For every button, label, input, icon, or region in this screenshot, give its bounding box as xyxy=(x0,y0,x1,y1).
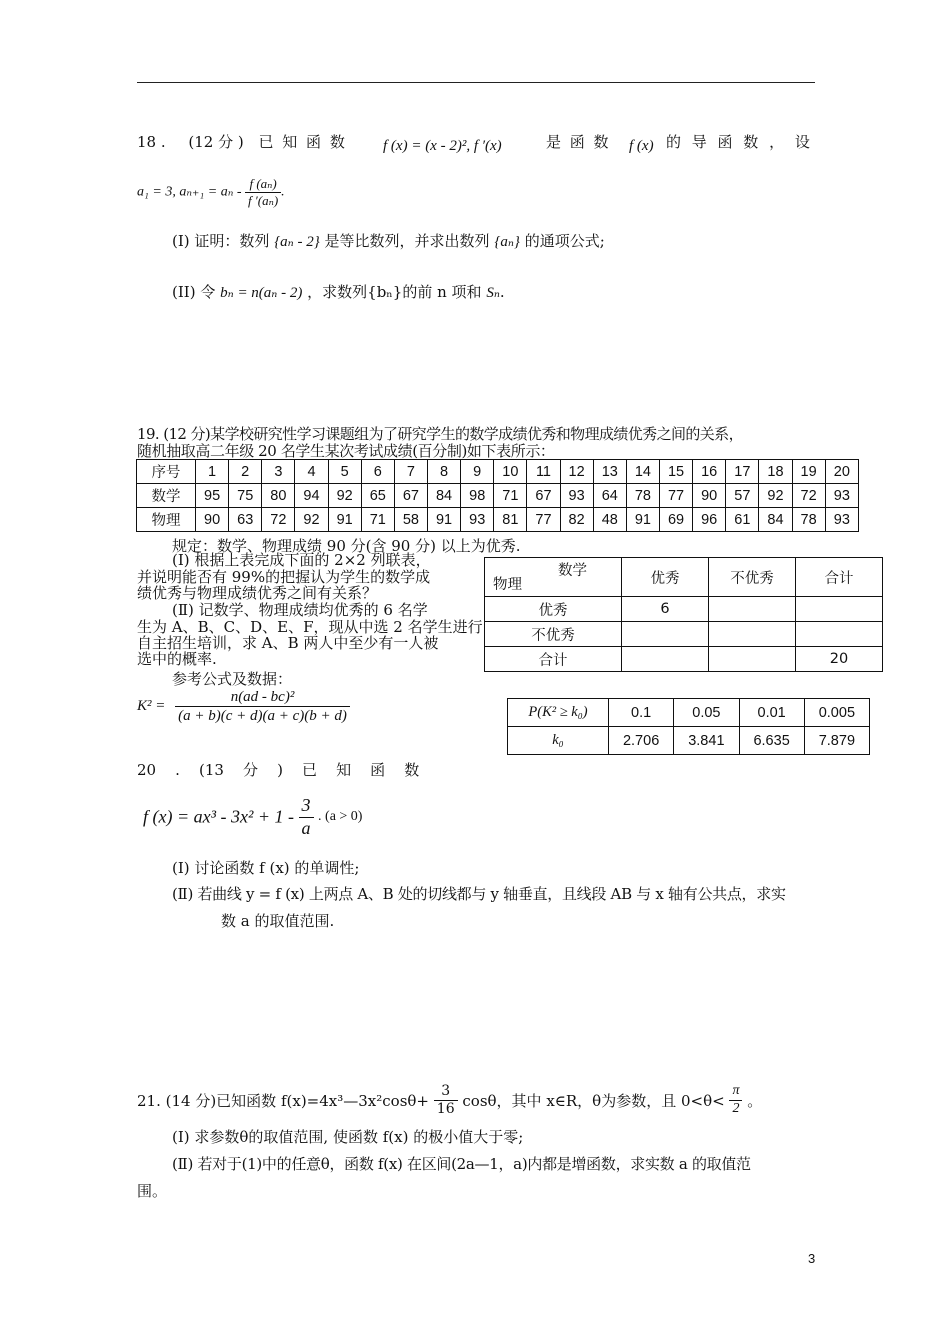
table-cell: 69 xyxy=(659,508,692,532)
table-cell: 93 xyxy=(825,508,858,532)
table-cell: 63 xyxy=(229,508,262,532)
table-cell: 91 xyxy=(328,508,361,532)
table-cell: 8 xyxy=(427,460,460,484)
table-cell: 71 xyxy=(494,484,527,508)
q18-text-mid: 是 函 数 xyxy=(546,133,611,151)
q18-frac-den: f ′(aₙ) xyxy=(248,192,279,208)
table-cell: 67 xyxy=(527,484,560,508)
table-cell: 15 xyxy=(659,460,692,484)
table-cell: 12 xyxy=(560,460,593,484)
k2-formula: K² = $\frac{\text{n(ad - bc)²}}{(a + b)(c + d)(a + c)(b + d)}$ xyxy=(137,688,350,725)
table-cell: 78 xyxy=(626,484,659,508)
q19-line2: 随机抽取高二年级 20 名学生某次考试成绩(百分制)如下表所示： xyxy=(137,442,555,460)
q19-part2-cont: 生为 A、B、C、D、E、F，现从中选 2 名学生进行 自主招生培训，求 A、B 两人中至少有一人被 选中的概率. xyxy=(137,618,483,668)
q19-rule: 规定：数学、物理成绩 90 分(含 90 分) 以上为优秀. xyxy=(172,537,521,555)
table-cell: 7 xyxy=(394,460,427,484)
q20-part1: (Ⅰ) 讨论函数 f (x) 的单调性; xyxy=(172,859,360,877)
q19-line1: 19. (12 分)某学校研究性学习课题组为了研究学生的数学成绩优秀和物理成绩优秀之间的关系， xyxy=(137,425,743,443)
q18-frac-num: f (aₙ) xyxy=(245,176,281,193)
table-cell: 96 xyxy=(693,508,726,532)
table-cell: 20 xyxy=(825,460,858,484)
corner-cell: 数学 物理 xyxy=(485,558,622,597)
table-row: 合计 20 xyxy=(485,647,883,672)
header-not-excellent: 不优秀 xyxy=(709,558,796,597)
table-cell: 92 xyxy=(328,484,361,508)
contingency-table xyxy=(484,557,883,672)
table-cell: 90 xyxy=(693,484,726,508)
table-cell: 67 xyxy=(394,484,427,508)
table-row xyxy=(137,460,859,484)
table-row xyxy=(137,484,859,508)
table-cell: 78 xyxy=(792,508,825,532)
table-cell: 4 xyxy=(295,460,328,484)
table-cell: 72 xyxy=(262,508,295,532)
q20-function: f (x) = ax³ - 3x² + 1 - $\frac{3}{a}$ . (a > 0) xyxy=(143,795,363,838)
row-label: 物理 xyxy=(137,508,196,532)
table-cell: 98 xyxy=(461,484,494,508)
table-cell: 58 xyxy=(394,508,427,532)
table-row: P(K² ≥ k₀) 0.1 0.05 0.01 0.005 xyxy=(508,699,870,727)
q20-header: 20 . (13 分 ) 已 知 函 数 xyxy=(137,761,420,779)
table-cell: 9 xyxy=(461,460,494,484)
table-cell: 77 xyxy=(659,484,692,508)
table-cell: 93 xyxy=(560,484,593,508)
table-cell: 93 xyxy=(461,508,494,532)
table-cell: 80 xyxy=(262,484,295,508)
table-cell: 6 xyxy=(361,460,394,484)
table-cell: 95 xyxy=(196,484,229,508)
table-row xyxy=(137,508,859,532)
q18-part1: (I) 证明：数列 {aₙ - 2} 是等比数列，并求出数列 {aₙ} 的通项公式; xyxy=(172,232,605,250)
q21-statement: 21. (14 分)已知函数 f(x)=4x³—3x²cosθ+ $\frac{3}{16}$ cosθ，其中 x∈R，θ为参数，且 0<θ< $\frac{\pi}{2}$ 。 xyxy=(137,1083,763,1117)
table-cell: 75 xyxy=(229,484,262,508)
table-cell: 48 xyxy=(593,508,626,532)
header-excellent: 优秀 xyxy=(622,558,709,597)
table-cell: 2 xyxy=(229,460,262,484)
row-label: 数学 xyxy=(137,484,196,508)
q18-text-tail: 的 导 函 数 ， 设 xyxy=(666,133,813,151)
table-cell: 92 xyxy=(295,508,328,532)
q19-ref-label: 参考公式及数据： xyxy=(172,670,293,688)
table-cell: 71 xyxy=(361,508,394,532)
row-label: 序号 xyxy=(137,460,196,484)
table-cell: 93 xyxy=(825,484,858,508)
table-row: 不优秀 xyxy=(485,622,883,647)
table-cell: 82 xyxy=(560,508,593,532)
table-cell: 14 xyxy=(626,460,659,484)
q18-sequence-def: a₁ = 3, aₙ₊₁ = aₙ - $\frac{\text{f (aₙ)}}{\text{f ′(aₙ)}}$ . xyxy=(137,176,285,208)
table-cell: 16 xyxy=(693,460,726,484)
page-number: 3 xyxy=(808,1251,816,1266)
table-cell: 92 xyxy=(759,484,792,508)
q19-part2: (Ⅱ) 记数学、物理成绩均优秀的 6 名学 xyxy=(172,601,428,619)
table-cell: 3 xyxy=(262,460,295,484)
score-table xyxy=(136,459,859,532)
table-cell: 57 xyxy=(726,484,759,508)
table-row: k₀ 2.706 3.841 6.635 7.879 xyxy=(508,727,870,755)
q20-part2-line2: 数 a 的取值范围. xyxy=(221,912,335,930)
table-cell: 94 xyxy=(295,484,328,508)
q18-part2: (II) 令 bₙ = n(aₙ - 2) ，求数列{bₙ}的前 n 项和 Sₙ. xyxy=(172,283,505,301)
table-cell: 61 xyxy=(726,508,759,532)
critical-value-table xyxy=(507,698,870,755)
table-cell: 10 xyxy=(494,460,527,484)
table-cell: 17 xyxy=(726,460,759,484)
table-cell: 18 xyxy=(759,460,792,484)
q19-part1-cont: 并说明能否有 99%的把握认为学生的数学成 绩优秀与物理成绩优秀之间有关系？ xyxy=(137,568,431,602)
q18-fx: f (x) xyxy=(629,138,654,154)
q21-part2-line1: (Ⅱ) 若对于(1)中的任意θ，函数 f(x) 在区间(2a—1，a)内都是增函数，求实数 a 的取值范 xyxy=(172,1155,751,1173)
q21-part2-line2: 围。 xyxy=(137,1182,168,1200)
table-cell: 72 xyxy=(792,484,825,508)
q18-header: 18 . (12 分 ) 已 知 函 数 xyxy=(137,133,347,151)
table-cell: 90 xyxy=(196,508,229,532)
table-cell: 65 xyxy=(361,484,394,508)
table-cell: 19 xyxy=(792,460,825,484)
table-cell: 13 xyxy=(593,460,626,484)
table-cell: 91 xyxy=(626,508,659,532)
header-total: 合计 xyxy=(796,558,883,597)
q20-part2-line1: (Ⅱ) 若曲线 y = f (x) 上两点 A、B 处的切线都与 y 轴垂直，且线段 AB 与 x 轴有公共点，求实 xyxy=(172,885,786,903)
q21-part1: (Ⅰ) 求参数θ的取值范围, 使函数 f(x) 的极小值大于零; xyxy=(172,1128,524,1146)
table-cell: 81 xyxy=(494,508,527,532)
table-cell: 1 xyxy=(196,460,229,484)
table-cell: 77 xyxy=(527,508,560,532)
table-row: 优秀 6 xyxy=(485,597,883,622)
table-cell: 84 xyxy=(427,484,460,508)
table-cell: 91 xyxy=(427,508,460,532)
q19-part1: (Ⅰ) 根据上表完成下面的 2×2 列联表， xyxy=(172,551,431,569)
table-cell: 64 xyxy=(593,484,626,508)
table-cell: 5 xyxy=(328,460,361,484)
table-cell: 11 xyxy=(527,460,560,484)
table-cell: 84 xyxy=(759,508,792,532)
q18-function-def: f (x) = (x - 2)², f ′(x) xyxy=(383,138,502,154)
header-rule xyxy=(137,82,815,83)
